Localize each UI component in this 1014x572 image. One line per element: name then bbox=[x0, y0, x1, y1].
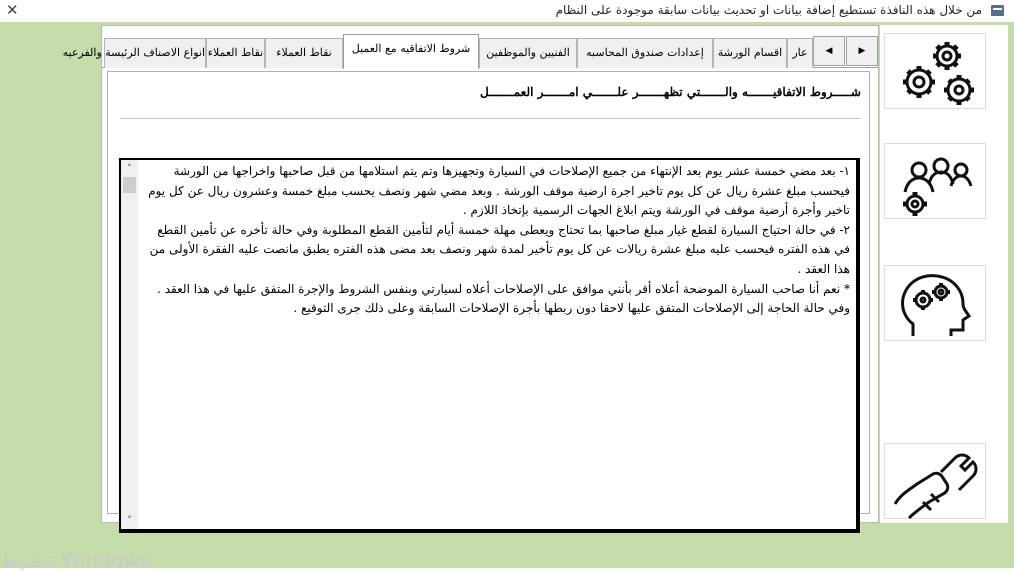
agreement-text-area[interactable] bbox=[119, 158, 860, 533]
scroll-down-icon[interactable]: ˅ bbox=[126, 514, 133, 527]
window-title: من خلال هذه النافذة تستطيع إضافة بيانات او تحديث بيانات سابقة موجودة على النظام bbox=[555, 3, 982, 17]
tab-workshop-sections[interactable]: اقسام الورشة bbox=[713, 38, 787, 68]
agreement-paragraph-3: * نعم أنا صاحب السيارة الموضحة أعلاه أقر بأنني موافق على الإصلاحات أعلاه لسيارتي وبنفس الشروط والإجرة المتفق عليها في هذا العقد . وفي حالة الحاجة إلى الإصلاحات المتفق عليها لاحقا دون ربطها بأجرة الإصلاحات السابقة وعلى ذلك جرى التوقيع . bbox=[157, 281, 850, 316]
scroll-up-icon[interactable]: ˄ bbox=[126, 162, 133, 175]
agreement-tab-page bbox=[107, 71, 870, 527]
head-gears-icon[interactable] bbox=[884, 265, 986, 341]
scroll-thumb[interactable] bbox=[123, 177, 136, 193]
tab-agreement-terms[interactable]: شروط الاتفاقيه مع العميل bbox=[343, 34, 479, 69]
windows-activation-watermark: تنشيط Windows bbox=[0, 548, 151, 572]
heading-divider bbox=[120, 118, 861, 119]
sidebar bbox=[880, 25, 1008, 523]
tab-strip bbox=[62, 32, 878, 68]
window-frame bbox=[0, 22, 1014, 568]
tab-partial[interactable]: عار bbox=[787, 38, 813, 68]
tab-customer-points[interactable]: نقاط العملاء bbox=[265, 38, 343, 68]
close-icon[interactable]: ✕ bbox=[6, 1, 19, 19]
agreement-paragraph-2: ٢- في حالة احتياج السيارة لقطع غيار مبلغ صاحبها بما تحتاج ويعطى مهلة خمسة أيام لتأمين القطع المطلوبة وفي حالة تأخره عن تأمين القطع في هذه الفتره فيحسب عليه مبلغ عشرة ريالات عن كل يوم تأخير لمدة شهر ونصف بعد مضى هذه الفتره يطبق مانصت عليه الفقرة الأولى من هذا العقد . bbox=[149, 222, 850, 276]
plug-wrench-icon[interactable] bbox=[884, 443, 986, 519]
agreement-paragraph-1: ١- بعد مضي خمسة عشر يوم بعد الإنتهاء من جميع الإصلاحات في السيارة وتجهيزها وتم يتم استلامها من قبل صاحبها واخراجها من الورشة فيحسب مبلغ عشرة ريال عن كل يوم تاخير اجرة ارضية موقف الورشة . وبعد مضي شهر ونصف يحسب مبلغ خمسة وعشرون ريال عن كل يوم تاخير وأجرة أرضية موقف في الورشة ويتم ابلاغ الجهات الرسمية بإتخاذ اللازم . bbox=[148, 164, 850, 218]
tab-customer-types[interactable]: نقاط العملاء bbox=[206, 38, 265, 68]
tab-scroll-left-button[interactable]: ◀ bbox=[813, 36, 845, 66]
tab-cashbox-settings[interactable]: إعدادات صندوق المحاسبه bbox=[577, 38, 713, 68]
app-icon bbox=[991, 5, 1004, 16]
agreement-text bbox=[140, 162, 850, 319]
title-bar bbox=[0, 0, 1014, 22]
tab-item-categories[interactable]: انواع الاصناف الرئيسة والفرعيه bbox=[104, 38, 206, 68]
tab-scroll-right-button[interactable]: ▶ bbox=[846, 36, 878, 66]
gears-icon[interactable] bbox=[884, 33, 986, 109]
agreement-heading: شـــــروط الاتفاقيـــــــه والـــــــتي تظهـــــــر علـــــــي امـــــــر العمـــــــل bbox=[480, 85, 861, 99]
tab-technicians[interactable]: الفنيين والموظفين bbox=[479, 38, 577, 68]
team-settings-icon[interactable] bbox=[884, 143, 986, 219]
text-scrollbar[interactable] bbox=[121, 160, 138, 529]
main-panel bbox=[62, 25, 879, 527]
